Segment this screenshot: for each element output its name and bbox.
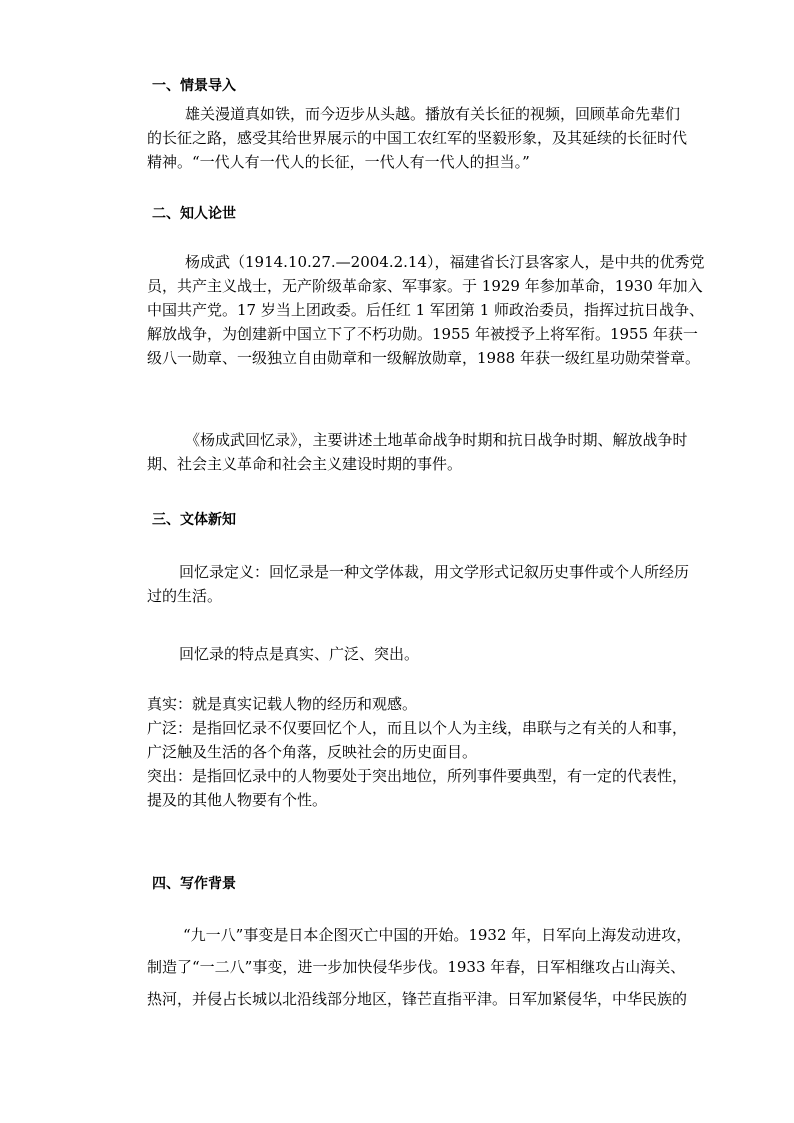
text-line: 员，共产主义战士，无产阶级革命家、军事家。于 1929 年参加革命，1930 年加入	[147, 277, 703, 295]
text-line: 热河，并侵占长城以北沿线部分地区，锋芒直指平津。日军加紧侵华，中华民族的	[147, 990, 688, 1008]
text-line: “九一八”事变是日本企图灭亡中国的开始。1932 年，日军向上海发动进攻，	[183, 926, 692, 944]
text-line: 期、社会主义革命和社会主义建设时期的事件。	[147, 455, 463, 473]
text-line: 回忆录的特点是真实、广泛、突出。	[179, 645, 420, 663]
paragraph-definition	[147, 560, 737, 608]
text-line: 的长征之路，感受其给世界展示的中国工农红军的坚毅形象，及其延续的长征时代	[147, 129, 688, 147]
text-line: 制造了“一二八”事变，进一步加快侵华步伐。1933 年春，日军相继攻占山海关、	[147, 958, 686, 976]
text-line: 精神。“一代人有一代人的长征，一代人有一代人的担当。”	[147, 153, 530, 171]
text-line: 回忆录定义：回忆录是一种文学体裁，用文学形式记叙历史事件或个人所经历	[179, 563, 690, 581]
text-line: 级八一勋章、一级独立自由勋章和一级解放勋章，1988 年获一级红星功勋荣誉章。	[147, 349, 700, 367]
text-line: 杨成武（1914.10.27.—2004.2.14），福建省长汀县客家人，是中共的优秀党	[185, 253, 705, 271]
paragraph-features	[147, 642, 737, 666]
text-line: 过的生活。	[147, 587, 223, 605]
text-line: 中国共产党。17 岁当上团政委。后任红 1 军团第 1 师政治委员，指挥过抗日战争、	[147, 301, 705, 319]
text-line: 雄关漫道真如铁，而今迈步从头越。播放有关长征的视频，回顾革命先辈们	[185, 105, 681, 123]
paragraph-background	[147, 922, 737, 1018]
section-heading-3: 三、文体新知	[152, 512, 236, 528]
paragraph-author-bio	[147, 250, 737, 370]
section-heading-2: 二、知人论世	[152, 206, 236, 222]
text-line: 突出：是指回忆录中的人物要处于突出地位，所列事件要典型，有一定的代表性，	[147, 767, 688, 785]
text-line: 提及的其他人物要有个性。	[147, 791, 328, 809]
text-line: 真实：就是真实记载人物的经历和观感。	[147, 695, 418, 713]
text-line: 《杨成武回忆录》，主要讲述土地革命战争时期和抗日战争时期、解放战争时	[185, 431, 688, 449]
paragraph-memoir-intro	[147, 428, 737, 476]
section-heading-4: 四、写作背景	[152, 876, 236, 892]
text-line: 广泛触及生活的各个角落，反映社会的历史面目。	[147, 743, 478, 761]
text-line: 广泛：是指回忆录不仅要回忆个人，而且以个人为主线，串联与之有关的人和事，	[147, 719, 688, 737]
section-heading-1: 一、情景导入	[152, 78, 236, 94]
paragraph-feature-details	[147, 692, 737, 812]
text-line: 解放战争，为创建新中国立下了不朽功勋。1955 年被授予上将军衔。1955 年获一	[147, 325, 698, 343]
paragraph-intro	[147, 102, 737, 174]
